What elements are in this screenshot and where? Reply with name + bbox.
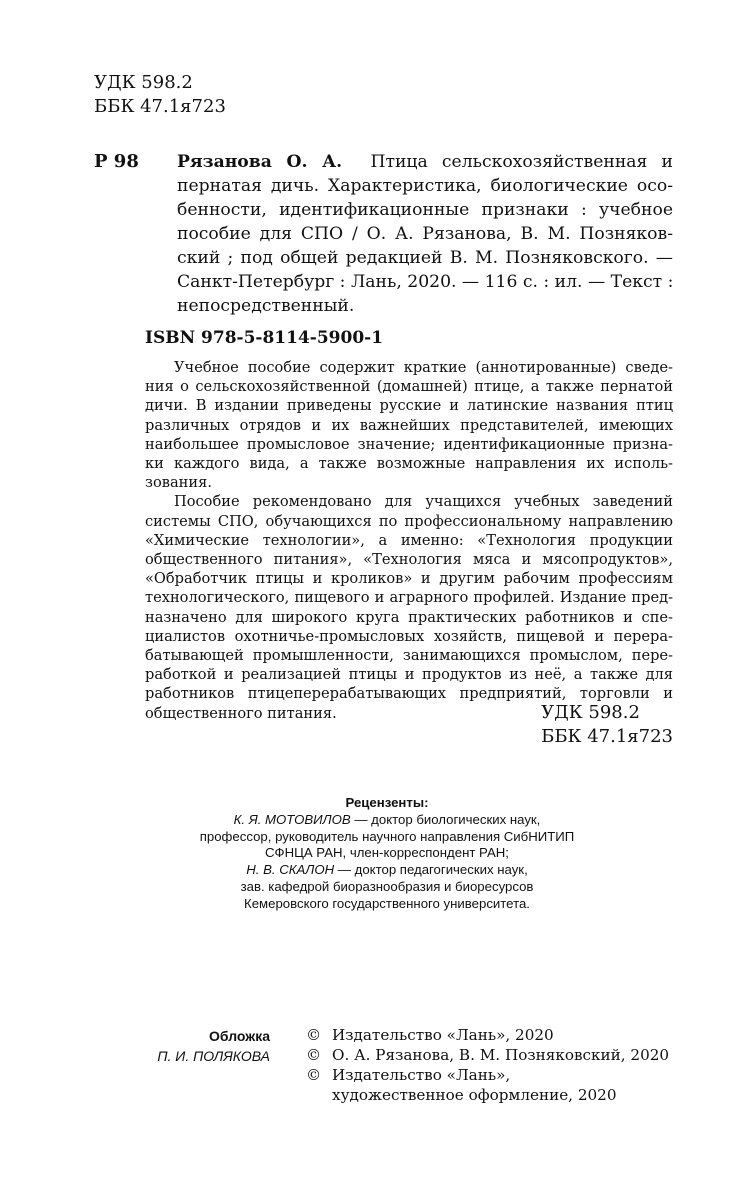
annotation-line: «Обработчик птицы и кроликов» и другим рабочим профессиям (145, 570, 673, 588)
reviewer-name: К. Я. МОТОВИЛОВ (233, 811, 351, 827)
author-mark: Р 98 (94, 151, 139, 172)
citation-line: ский ; под общей редакцией В. М. Позняковского. — (177, 248, 673, 268)
cover-credit (100, 1027, 270, 1066)
annotation-line: Пособие рекомендовано для учащихся учебных заведений (174, 493, 673, 511)
copyright-block (306, 1025, 669, 1105)
citation-author: Рязанова О. А. (177, 152, 343, 172)
citation-line: Рязанова О. А. Птица сельскохозяйственная и (177, 152, 673, 172)
annotation-line: работников птицеперерабатывающих предприятий, торговли и (145, 685, 673, 703)
annotation-line: наибольшее промысловое значение; идентификационные призна- (145, 435, 673, 453)
citation-line: непосредственный. (177, 296, 355, 316)
copyright-symbol: © (306, 1046, 322, 1064)
copyright-row: © Издательство «Лань», (306, 1066, 511, 1084)
annotation-line: ния о сельскохозяйственной (домашней) птице, а также пернатой (145, 378, 673, 396)
annotation (145, 358, 673, 723)
classification-codes-bottom (541, 701, 673, 749)
annotation-line: общественного питания», «Технология мяса и мясопродуктов», (145, 551, 673, 569)
bbk-code: ББК 47.1я723 (94, 96, 226, 117)
copyright-row: © Издательство «Лань», 2020 (306, 1026, 554, 1044)
annotation-line: зования. (145, 474, 212, 492)
annotation-line: «Химические технологии», а именно: «Технология продукции (145, 531, 673, 549)
bbk-code: ББК 47.1я723 (541, 726, 673, 747)
cover-artist: П. И. ПОЛЯКОВА (157, 1047, 270, 1064)
reviewer-1-line: СФНЦА РАН, член-корреспондент РАН; (265, 845, 509, 861)
annotation-line: технологического, пищевого и аграрного профилей. Издание пред- (145, 589, 673, 607)
annotation-line: батывающей промышленности, занимающихся промыслом, пере- (145, 647, 673, 665)
reviewers-block (170, 795, 604, 913)
reviewer-1: К. Я. МОТОВИЛОВ — доктор биологических наук, (233, 811, 541, 827)
annotation-line: системы СПО, обучающихся по профессиональному направлению (145, 512, 673, 530)
annotation-line: Учебное пособие содержит краткие (аннотированные) сведе- (174, 359, 673, 376)
annotation-line: циалистов охотничье-промысловых хозяйств, пищевой и перера- (145, 627, 673, 645)
reviewer-2: Н. В. СКАЛОН — доктор педагогических наук, (246, 862, 528, 878)
copyright-row: художественное оформление, 2020 (332, 1086, 617, 1104)
copyright-symbol: © (306, 1026, 322, 1044)
udk-code: УДК 598.2 (94, 72, 193, 93)
annotation-line: дичи. В издании приведены русские и латинские названия птиц (145, 397, 673, 415)
cover-label: Обложка (209, 1028, 270, 1044)
annotation-line: работкой и реализацией птицы и продуктов из неё, а также для (145, 666, 673, 684)
annotation-line: ки каждого вида, а также возможные направления их исполь- (145, 455, 673, 473)
copyright-symbol: © (306, 1066, 322, 1084)
citation-line: пернатая дичь. Характеристика, биологические осо- (177, 176, 673, 196)
bibliographic-citation (177, 150, 673, 318)
annotation-line: различных отрядов и их важнейших представителей, имеющих (145, 416, 673, 434)
reviewers-title: Рецензенты: (345, 795, 429, 810)
annotation-line: общественного питания. (145, 704, 337, 722)
copyright-row: © О. А. Рязанова, В. М. Позняковский, 2020 (306, 1046, 670, 1064)
reviewer-2-line: Кемеровского государственного университета. (244, 895, 530, 911)
isbn: ISBN 978-5-8114-5900-1 (145, 328, 384, 348)
citation-line: Санкт-Петербург : Лань, 2020. — 116 с. : ил. — Текст : (177, 272, 674, 292)
reviewer-name: Н. В. СКАЛОН (246, 862, 335, 878)
annotation-line: назначено для широкого круга практических работников и спе- (145, 608, 673, 626)
udk-code: УДК 598.2 (541, 702, 640, 723)
reviewer-1-line: профессор, руководитель научного направления СибНИТИП (199, 828, 575, 844)
reviewer-2-line: зав. кафедрой биоразнообразия и биоресурсов (240, 878, 534, 894)
citation-line: бенности, идентификационные признаки : учебное (177, 200, 673, 220)
citation-line: пособие для СПО / О. А. Рязанова, В. М. Позняков- (177, 224, 673, 244)
classification-codes-top (94, 71, 226, 119)
